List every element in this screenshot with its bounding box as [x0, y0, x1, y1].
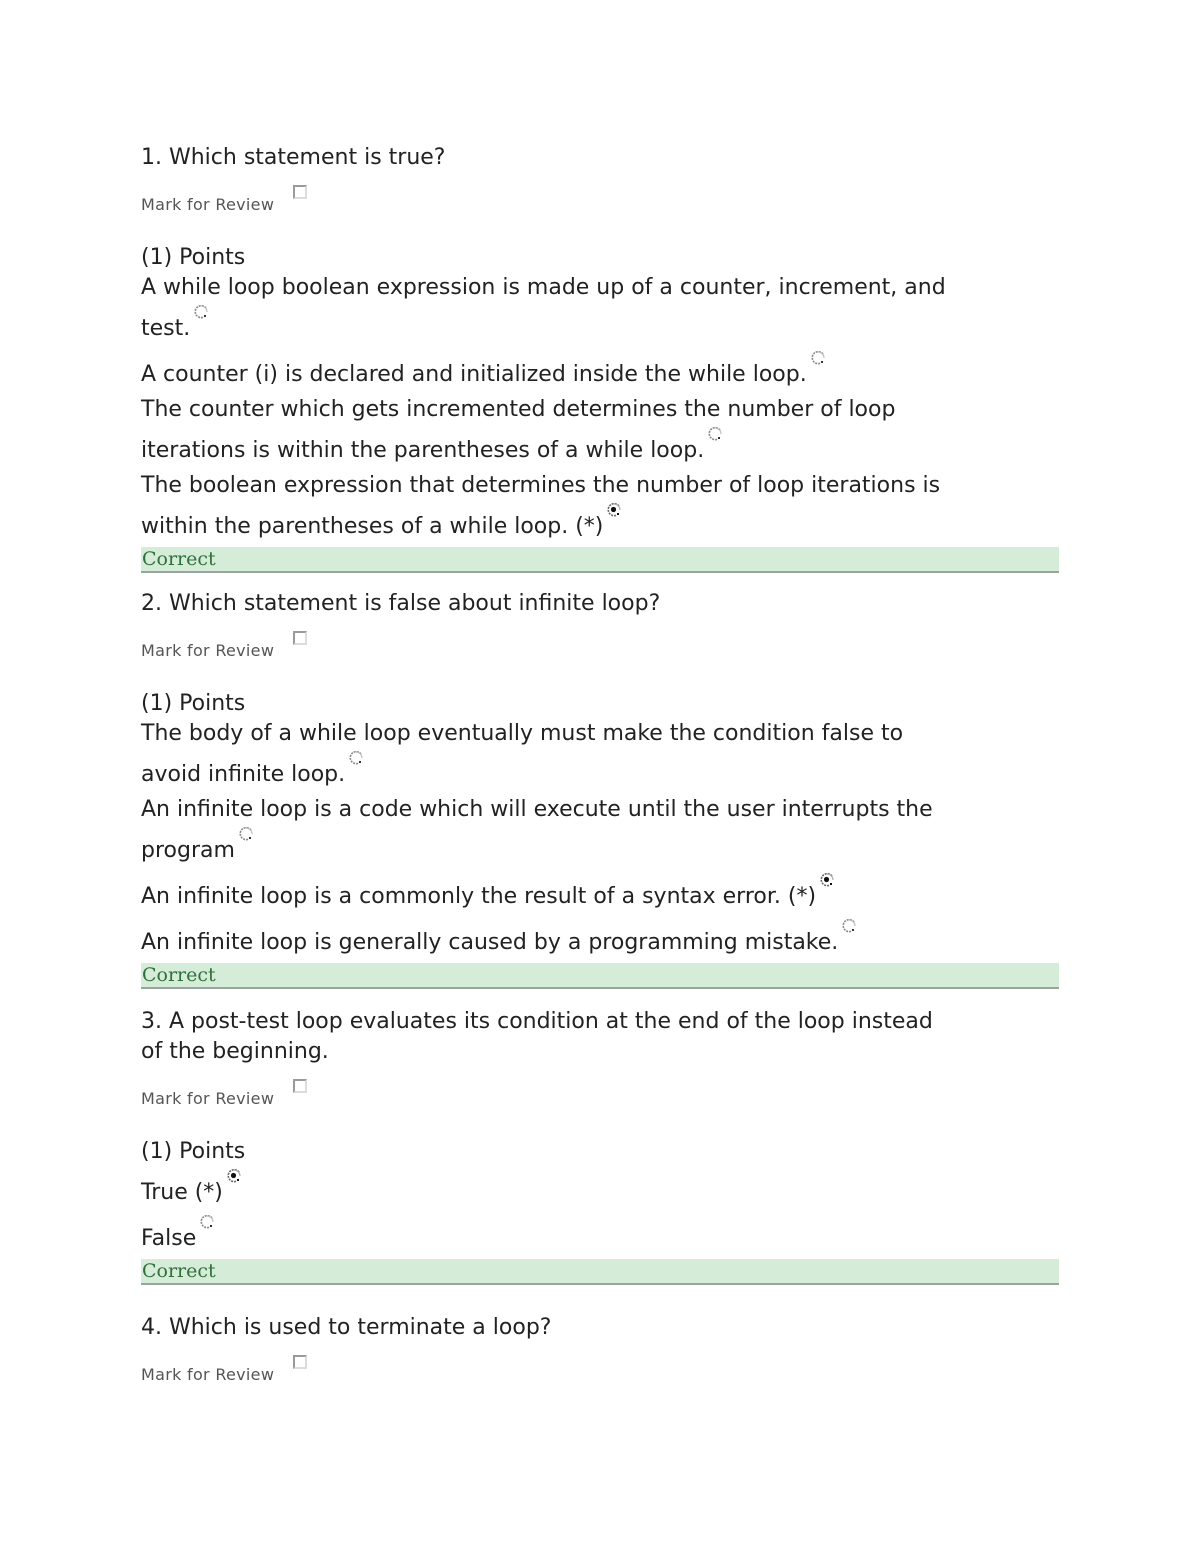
mark-for-review-checkbox[interactable]: [293, 631, 307, 645]
answer-text: avoid infinite loop.: [141, 762, 346, 787]
answer-text: The body of a while loop eventually must make the condition false to: [141, 721, 904, 746]
answer-text: within the parentheses of a while loop. (*): [141, 514, 604, 539]
answer-option: [141, 719, 1059, 795]
answer-option: [141, 273, 1059, 349]
question-title: 4. Which is used to terminate a loop?: [141, 1315, 552, 1340]
mark-for-review-label: Mark for Review: [141, 1365, 275, 1384]
answer-list: [141, 273, 1059, 547]
mark-for-review: [141, 185, 1059, 215]
radio-button[interactable]: [237, 825, 255, 843]
answer-list: [141, 1167, 1059, 1259]
answer-text: The counter which gets incremented determines the number of loop: [141, 397, 896, 422]
answer-option: [141, 917, 1059, 963]
radio-button[interactable]: [840, 917, 858, 935]
question-4: [141, 1313, 1059, 1385]
answer-text: A while loop boolean expression is made up of a counter, increment, and: [141, 275, 946, 300]
radio-button-selected[interactable]: [225, 1167, 243, 1185]
answer-text: The boolean expression that determines the number of loop iterations is: [141, 473, 941, 498]
answer-option: [141, 1167, 1059, 1213]
question-2: [141, 589, 1059, 989]
mark-for-review-label: Mark for Review: [141, 195, 275, 214]
radio-button[interactable]: [192, 303, 210, 321]
question-title-line: 3. A post-test loop evaluates its condition at the end of the loop instead: [141, 1009, 933, 1034]
points-label: (1) Points: [141, 245, 246, 270]
mark-for-review: [141, 1079, 1059, 1109]
question-3: [141, 1007, 1059, 1285]
question-title: 2. Which statement is false about infinite loop?: [141, 591, 661, 616]
result-correct: Correct: [141, 547, 1059, 573]
answer-option: [141, 349, 1059, 395]
question-1: [141, 143, 1059, 573]
points-label: (1) Points: [141, 691, 246, 716]
mark-for-review-label: Mark for Review: [141, 641, 275, 660]
radio-button-selected[interactable]: [818, 871, 836, 889]
question-title: 1. Which statement is true?: [141, 145, 446, 170]
answer-text: test.: [141, 316, 191, 341]
question-title-line: of the beginning.: [141, 1039, 329, 1064]
radio-button[interactable]: [809, 349, 827, 367]
answer-text: An infinite loop is a code which will execute until the user interrupts the: [141, 797, 933, 822]
points-label: (1) Points: [141, 1139, 246, 1164]
answer-text: iterations is within the parentheses of a while loop.: [141, 438, 705, 463]
answer-option: [141, 871, 1059, 917]
answer-option: [141, 795, 1059, 871]
mark-for-review-checkbox[interactable]: [293, 1079, 307, 1093]
mark-for-review-label: Mark for Review: [141, 1089, 275, 1108]
result-correct: Correct: [141, 963, 1059, 989]
mark-for-review-checkbox[interactable]: [293, 1355, 307, 1369]
result-correct: Correct: [141, 1259, 1059, 1285]
question-title: [141, 1007, 1059, 1067]
answer-text: A counter (i) is declared and initialized inside the while loop.: [141, 362, 807, 387]
answer-option: [141, 471, 1059, 547]
answer-option: [141, 395, 1059, 471]
answer-option: [141, 1213, 1059, 1259]
radio-button[interactable]: [347, 749, 365, 767]
answer-text: An infinite loop is generally caused by a programming mistake.: [141, 930, 839, 955]
answer-text: False: [141, 1226, 197, 1251]
answer-text: An infinite loop is a commonly the result of a syntax error. (*): [141, 884, 817, 909]
mark-for-review: [141, 1355, 1059, 1385]
radio-button[interactable]: [198, 1213, 216, 1231]
answer-list: [141, 719, 1059, 963]
answer-text: True (*): [141, 1180, 223, 1205]
radio-button[interactable]: [706, 425, 724, 443]
answer-text: program: [141, 838, 235, 863]
mark-for-review: [141, 631, 1059, 661]
mark-for-review-checkbox[interactable]: [293, 185, 307, 199]
radio-button-selected[interactable]: [605, 501, 623, 519]
